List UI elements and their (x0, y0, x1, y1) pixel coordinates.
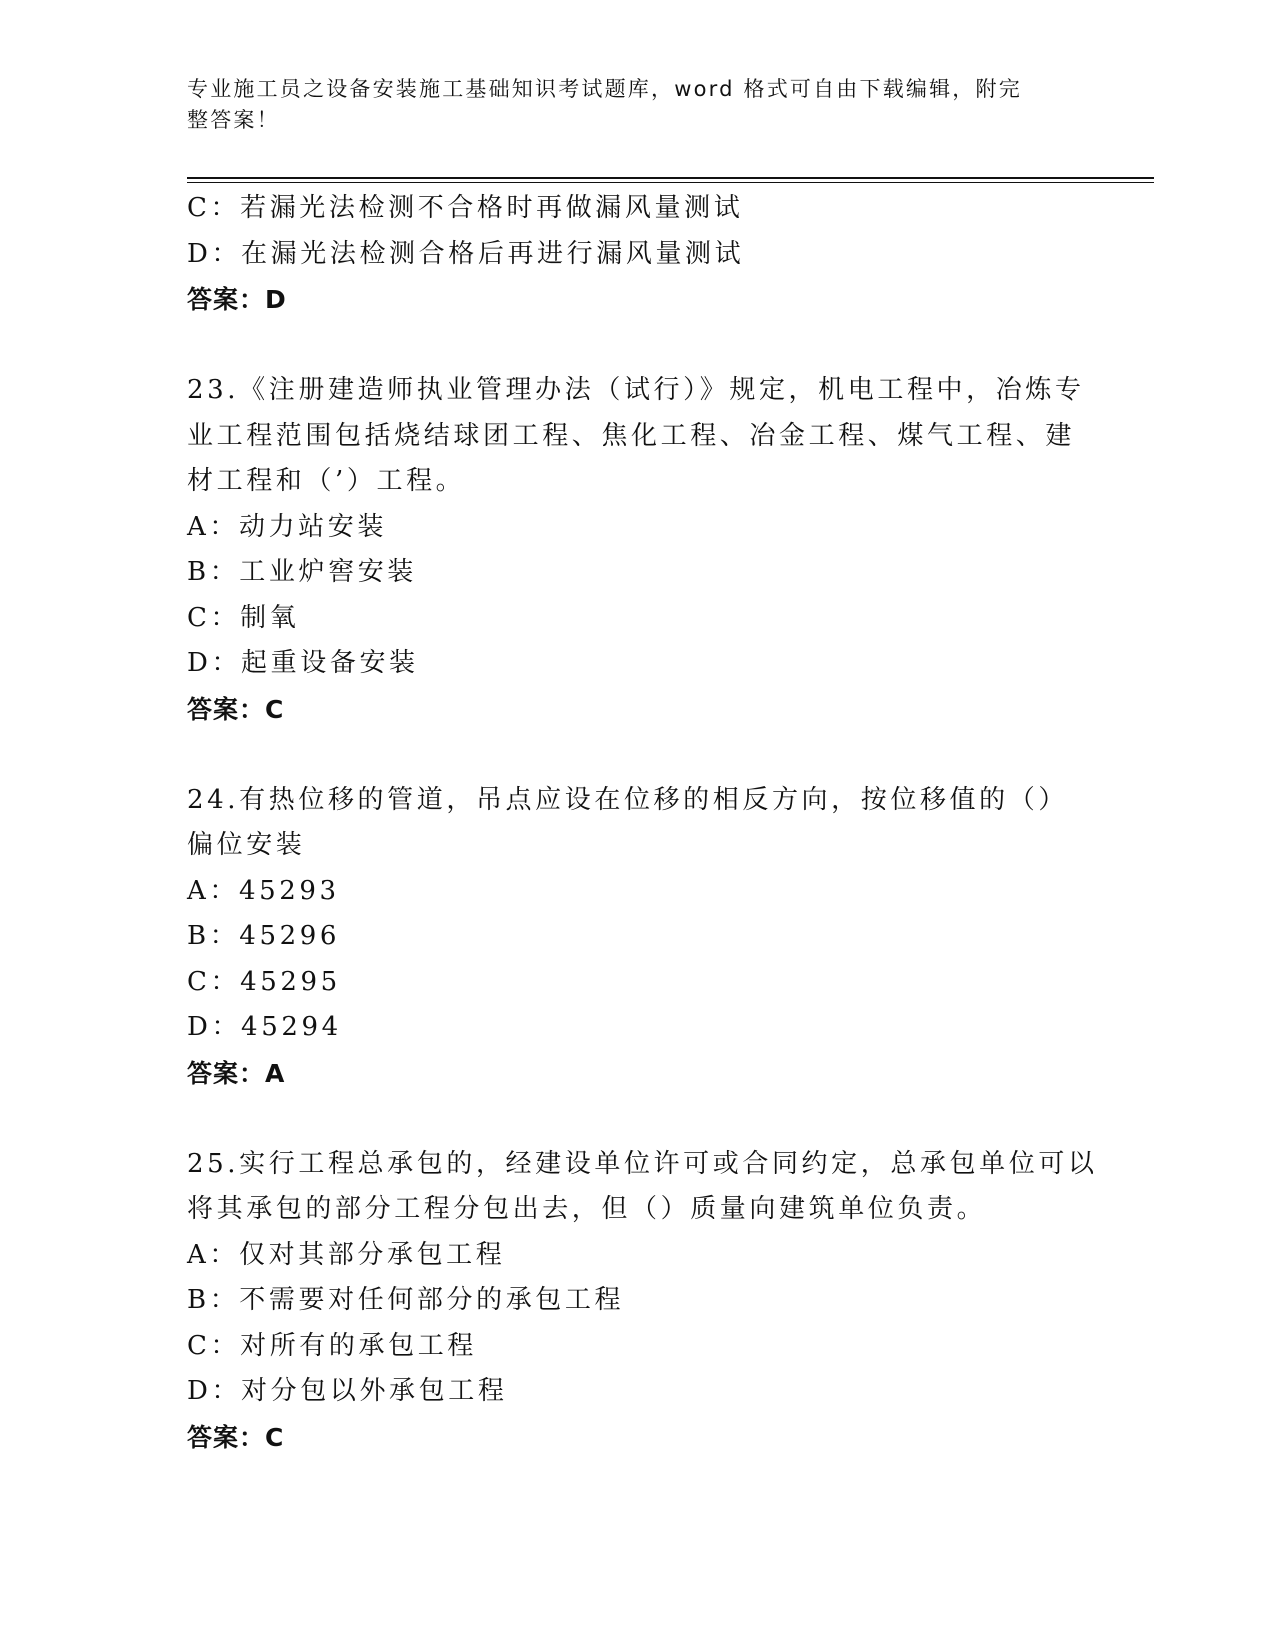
answer-line: 答案：C (187, 1422, 285, 1452)
document-header (187, 74, 1067, 136)
question-text-line: 材工程和（’）工程。 (187, 466, 466, 496)
option-c: C：45295 (187, 966, 341, 997)
answer-line: 答案：A (187, 1058, 286, 1088)
spacer (187, 732, 1077, 778)
question-text-line: 偏位安装 (187, 830, 306, 860)
header-line-1: 专业施工员之设备安装施工基础知识考试题库，word 格式可自由下载编辑，附完 (187, 77, 1022, 101)
header-divider-thin (187, 182, 1154, 183)
answer-line: 答案：D (187, 285, 287, 314)
question-text-line: 业工程范围包括烧结球团工程、焦化工程、冶金工程、煤气工程、建 (187, 420, 1076, 451)
option-a: A：仅对其部分承包工程 (187, 1239, 506, 1270)
option-c: C：对所有的承包工程 (187, 1330, 477, 1361)
header-divider-thick (187, 177, 1154, 179)
option-b: B：45296 (187, 921, 341, 951)
option-d: D：在漏光法检测合格后再进行漏风量测试 (187, 238, 745, 269)
question-text-line: 23.《注册建造师执业管理办法（试行）》规定，机电工程中，冶炼专 (187, 375, 1085, 405)
question-24 (187, 778, 1077, 1097)
header-line-2: 整答案！ (187, 108, 280, 132)
question-22-partial (187, 186, 1077, 323)
option-b: B：不需要对任何部分的承包工程 (187, 1285, 625, 1315)
option-a: A：动力站安装 (187, 511, 387, 542)
spacer (187, 323, 1077, 369)
option-c: C：若漏光法检测不合格时再做漏风量测试 (187, 193, 744, 223)
option-d: D：45294 (187, 1012, 342, 1042)
document-body (187, 186, 1098, 1460)
option-d: D：起重设备安装 (187, 648, 419, 678)
question-25 (187, 1142, 1098, 1461)
option-a: A：45293 (187, 875, 340, 906)
question-text-line: 24.有热位移的管道，吊点应设在位移的相反方向，按位移值的（） (187, 784, 1068, 815)
option-d: D：对分包以外承包工程 (187, 1376, 508, 1406)
option-b: B：工业炉窖安装 (187, 557, 417, 587)
question-text-line: 将其承包的部分工程分包出去，但（）质量向建筑单位负责。 (187, 1194, 987, 1224)
option-c: C：制氧 (187, 602, 300, 633)
answer-line: 答案：C (187, 694, 285, 724)
spacer (187, 1096, 1077, 1142)
question-text-line: 25.实行工程总承包的，经建设单位许可或合同约定，总承包单位可以 (187, 1148, 1098, 1179)
question-23 (187, 368, 1085, 732)
